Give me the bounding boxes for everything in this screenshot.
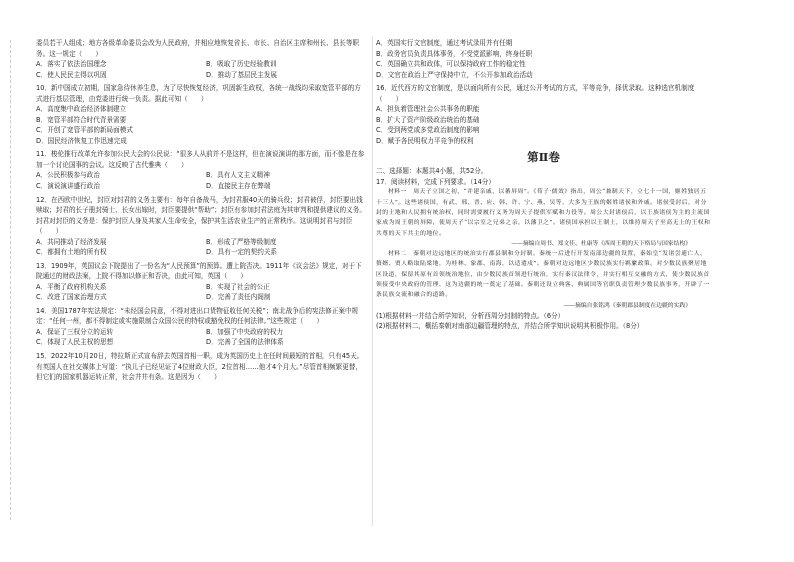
option-group bbox=[376, 104, 711, 146]
question-text: 委员若干人组成；地方各级革命委员会改为人民政府，并相应地恢复省长、市长、自治区主席和州长、县长等职务。这一规定（ ） bbox=[36, 39, 360, 58]
question-text: 14．美国1787年宪法规定：“未经国会同意，不得对进出口货物征收任何关税”；南北战争后的宪法修正案中规定：“任何一州，都不得制定或实施限制合众国公民的特权或豁免权的任何法律。”这些规定（ ） bbox=[36, 306, 359, 326]
option-group bbox=[36, 59, 366, 80]
option-group bbox=[36, 104, 366, 146]
option-group bbox=[36, 282, 366, 303]
answer-option: A．落实了依法治国理念 bbox=[36, 60, 107, 68]
option-group bbox=[36, 237, 366, 258]
answer-option: D．具有一定的契约关系 bbox=[206, 248, 278, 257]
question-text: 15．2022年10月20日，特拉斯正式宣布辞去英国首相一职，成为英国历史上在任时间最短的首相，只有45天。有英国人在社交媒体上写道：“执儿子已经见证了4位财政大臣，2位首相……他才4个月大。”尽管首相频繁更替，但它们的国家机器运转正常，社会井井有条。这是因为（ ） bbox=[36, 352, 364, 382]
answer-option: C．开创了宽管平部的新局面模式 bbox=[36, 126, 133, 135]
answer-option: D．推动了基层民主发展 bbox=[206, 70, 278, 79]
answer-option: C．体现了人民主权的思想 bbox=[36, 338, 114, 347]
answer-option: B．政务官员负责具体事务，不受党派影响，终身任职 bbox=[376, 49, 533, 58]
answer-option: B．形成了严格等级制度 bbox=[206, 237, 277, 246]
answer-option: A．共同推动了经济发展 bbox=[36, 237, 107, 246]
answer-option: C．改进了国家治理方式 bbox=[36, 293, 107, 302]
answer-option: B．加强了中央政府的权力 bbox=[206, 327, 284, 336]
material-passage: 材料一 周天子立国之初，“并建亲戚，以蕃屏周”。《荀子·儒效》指出，周公“兼制天下，立七十一国，姬姓独居五十三人”。这些诸侯国，有武、邢、晋、应、韩、许、宁、燕、吴等，大多为王族的姬姓诸侯和外戚。诸侯受封后，对分封的土地和人民拥有统治权，同时需要履行义务为周天子提供军赋和力役等。周公大封诸侯后，以王族诸侯为主的主流国家成为周王朝的屏障，使周天子“以宗室之兄弟之亲，以藩卫之”。诸侯国承担以王制土，以维持周天子至高无上的王权和共尊的天下共主的地位。 bbox=[376, 189, 711, 237]
answer-option: C．都拥有土地的所有权 bbox=[36, 248, 107, 257]
binding-line bbox=[10, 40, 12, 520]
answer-option: A．平衡了政府机构关系 bbox=[36, 282, 107, 291]
answer-option: A．英国实行文官制度，通过考试录用并有任期 bbox=[376, 39, 513, 47]
material-passage: 材料二 秦朝对边远地区的统治实行郡县制和分封制。秦统一后进行开发南部边疆的设置，秦始皇“发诸尝逋亡人、赘婿、贾人略取陆梁地，为桂林、象郡、南海，以适遣戍”。秦朝对边远地区少数民族实行羁縻政策。对少数民族聚居地区设道，保留其原有首领统治地位，由少数民族首领进行统治，实行秦汉法律令，并实行相互交融的方式，使少数民族首领接受中央政府的管理，这为边疆的统一奠定了基础。秦朝还设立典客、典属国等官职负责管理少数民族事务，开辟了一条民族交流和融合的道路。 bbox=[376, 251, 710, 299]
material-source: ——摘编自张铭鸿《秦朝郡县制度在边疆的实践》 bbox=[563, 302, 691, 309]
answer-option: D．完善了全国的法律体系 bbox=[206, 338, 284, 347]
column-divider bbox=[372, 36, 373, 526]
question-text: 17．阅读材料，完成下列要求。（14分） bbox=[376, 177, 495, 186]
answer-option: D．文官在政治上严守保持中立，不公开参加政治活动 bbox=[376, 70, 533, 79]
left-column bbox=[36, 38, 366, 383]
answer-option: B．扩大了资产阶级政治统治的基础 bbox=[376, 115, 480, 124]
answer-option: B．宽管平部符合时代背景需要 bbox=[36, 115, 127, 124]
option-group bbox=[36, 170, 366, 191]
answer-option: C．英国确立共和政体，可以保持政府工作的稳定性 bbox=[376, 60, 526, 68]
answer-option: A．保证了三权分立的运转 bbox=[36, 327, 114, 336]
answer-option: A．公民积极参与政治 bbox=[36, 171, 100, 180]
option-group bbox=[376, 38, 711, 80]
answer-option: C．受到两党或多党政治制度的影响 bbox=[376, 126, 480, 135]
answer-option: D．国民经济恢复工作迅速完成 bbox=[36, 136, 127, 145]
option-group bbox=[36, 327, 366, 348]
answer-option: A．担负着管理社会公共事务的职能 bbox=[376, 105, 480, 114]
question-text: 11．梭伦推行改革允许参加公民大会的公民说：“很多人从前并不是这样，但在演说演讲的那方面，而不像是在参加一个讨论国事的会议。这反映了古代雅典（ ） bbox=[36, 150, 365, 169]
question-text: 10．新中国成立初期，国家急待休养生息，为了尽快恢复经济，巩固新生政权，各统一战线均采取宽管平部的方式进行基层管理，由党委进行统一负责。据此可知（ ） bbox=[36, 84, 361, 103]
question-text: (2)根据材料二，概括秦朝对南部边疆管理的特点，并结合所学知识说明其积极作用。（8分） bbox=[376, 322, 644, 331]
question-text: 二、选择题：本题共4小题，共52分。 bbox=[376, 167, 488, 176]
answer-option: C．演说演讲盛行政治 bbox=[36, 181, 100, 190]
answer-option: D．完善了责任内阁制 bbox=[206, 293, 271, 302]
question-text: 13．1909年，英国议会下院提出了一份名为“人民预算”的预算。遭上院否决。1911年《议会法》规定，对于下院通过的财政法案，上院不得加以修正和否决，由此可知，英国（ ） bbox=[36, 261, 362, 281]
answer-option: B．实现了社会的公正 bbox=[206, 282, 270, 291]
answer-option: A．高度集中政治经济体制建立 bbox=[36, 105, 127, 114]
right-column bbox=[376, 38, 711, 332]
section-title: 第Ⅱ卷 bbox=[527, 150, 560, 165]
answer-option: B．吸取了历史经验教训 bbox=[206, 60, 277, 68]
answer-option: B．具有人文主义精神 bbox=[206, 171, 270, 180]
answer-option: C．使人民民主得以巩固 bbox=[36, 70, 107, 79]
question-text: 12．在西欧中世纪，封臣对封君的义务主要有：每年自备战马，为封君服40天的骑兵役；封君被俘，封臣要出钱赎取；封君的长子册封骑士、长女出嫁时，封臣要提供“帮助”；封臣有参加封君法庭为其审判和提供建议的义务。封君对封臣的义务是：保护封臣人身及其家人生命安全，保护其生活农业生产的正常秩序。这说明封君与封臣（ ） bbox=[36, 195, 366, 236]
question-text: (1)根据材料一并结合所学知识，分析西周分封制的特点。（6分） bbox=[376, 311, 565, 320]
answer-option: D．赋予各民明权力平竞争的权利 bbox=[376, 136, 474, 145]
answer-option: D．直接民主存在弊端 bbox=[206, 181, 271, 190]
material-source: ——摘编自周书、郑文佳、杜康等《西周王朝的天下格局与国家结构》 bbox=[511, 240, 691, 247]
question-text: 16．近代西方的文官制度，是以面向所有公民，通过公开考试的方式，平等竞争，择优录取。这种选官机制度（ ） bbox=[376, 84, 695, 103]
